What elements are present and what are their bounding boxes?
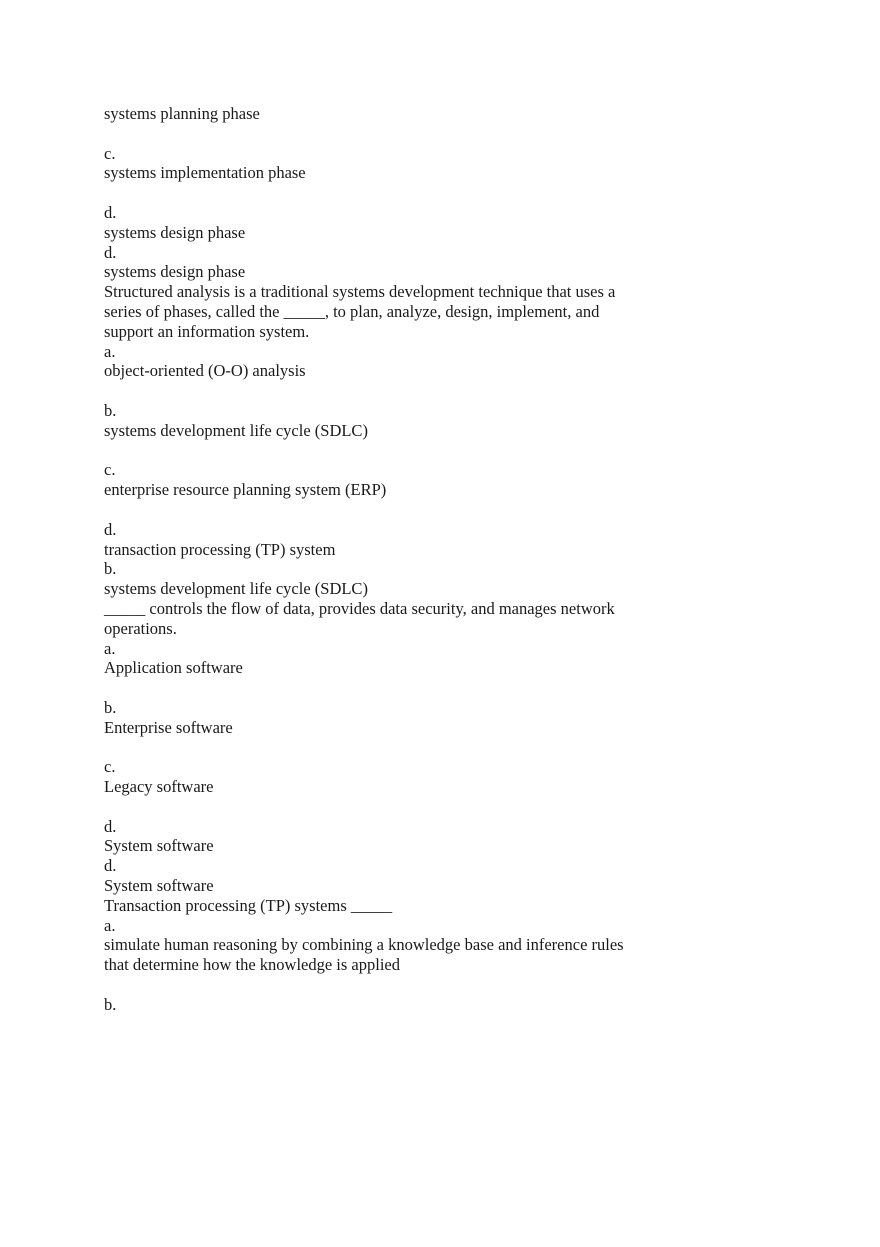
option-text: Legacy software — [104, 777, 214, 797]
option-letter: c. — [104, 757, 116, 777]
question-text: Transaction processing (TP) systems _____ — [104, 895, 393, 915]
answer-text: systems development life cycle (SDLC) — [104, 579, 368, 599]
option-letter: b. — [104, 994, 117, 1014]
option-letter: c. — [104, 460, 116, 480]
question-text: Structured analysis is a traditional systems development technique that uses a — [104, 282, 616, 302]
question-text: series of phases, called the _____, to plan, analyze, design, implement, and — [104, 301, 600, 321]
option-letter: a. — [104, 638, 116, 658]
option-letter: d. — [104, 519, 117, 539]
option-text: that determine how the knowledge is applied — [104, 955, 401, 975]
option-text: systems implementation phase — [104, 163, 306, 183]
blank-line — [104, 441, 664, 461]
option-letter: b. — [104, 400, 117, 420]
blank-line — [104, 183, 664, 203]
blank-line — [104, 975, 664, 995]
blank-line — [104, 124, 664, 144]
option-text: simulate human reasoning by combining a knowledge base and inference rules — [104, 935, 624, 955]
option-letter: a. — [104, 915, 116, 935]
option-letter: b. — [104, 697, 117, 717]
option-letter: d. — [104, 816, 117, 836]
blank-line — [104, 500, 664, 520]
question-text: _____ controls the flow of data, provides data security, and manages network — [104, 598, 615, 618]
option-text: System software — [104, 836, 214, 856]
text-line: systems planning phase — [104, 104, 260, 123]
blank-line — [104, 381, 664, 401]
blank-line — [104, 738, 664, 758]
option-text: object-oriented (O-O) analysis — [104, 361, 306, 381]
blank-line — [104, 678, 664, 698]
option-letter: d. — [104, 202, 117, 222]
option-text: systems development life cycle (SDLC) — [104, 420, 368, 440]
option-text: Application software — [104, 658, 243, 678]
answer-letter: b. — [104, 559, 117, 579]
option-text: systems design phase — [104, 222, 246, 242]
option-text: Enterprise software — [104, 717, 233, 737]
option-text: transaction processing (TP) system — [104, 539, 336, 559]
question-text: support an information system. — [104, 321, 310, 341]
answer-text: System software — [104, 876, 214, 896]
document-page — [104, 104, 664, 1015]
answer-text: systems design phase — [104, 262, 246, 282]
answer-letter: d. — [104, 856, 117, 876]
option-letter: c. — [104, 143, 116, 163]
blank-line — [104, 797, 664, 817]
answer-letter: d. — [104, 242, 117, 262]
question-text: operations. — [104, 618, 177, 638]
option-letter: a. — [104, 341, 116, 361]
option-text: enterprise resource planning system (ERP) — [104, 480, 387, 500]
